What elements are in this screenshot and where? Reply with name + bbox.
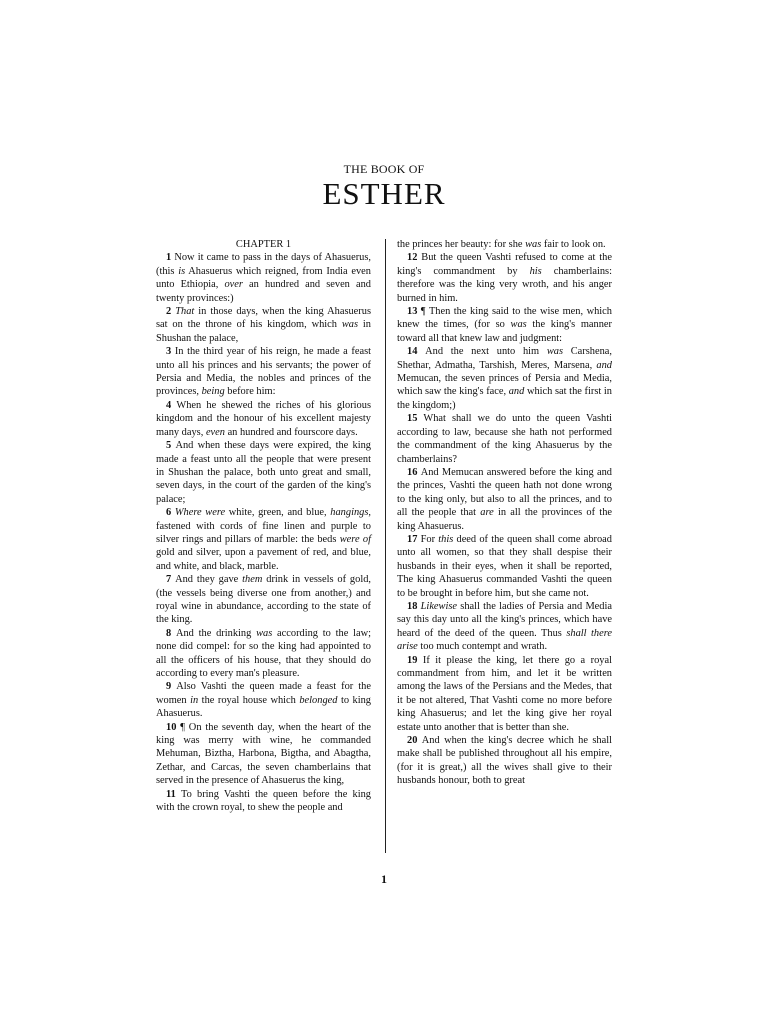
italic-text: over [224,279,243,291]
verse-text: For [420,533,439,545]
verse-15 [397,412,612,466]
verse-text: And when these days were expired, the king made a feast unto all the people that were present in Shushan the palace, both unto great and small, seven days, in the court of the garden of the king's palace; [156,440,371,505]
book-subtitle: THE BOOK OF [343,162,425,176]
italic-text: in [190,694,199,706]
verse-text: , fastened with cords of fine linen and purple to silver rings and pillars of marble: the beds [156,507,371,545]
verse-text: If it please the king, let there go a royal commandment from him, and let it be written among the laws of the Persians and the Medes, that it be not altered, That Vashti come no more before king Ahasuerus; and let the king give her royal estate unto another that is better than she. [397,654,612,733]
verse-text: to king Ahasuerus. [156,694,372,720]
italic-text: and [596,359,612,371]
italic-text: was [525,239,542,250]
verse-number: 6 [166,507,175,519]
verse-9 [156,680,371,720]
verse-5 [156,439,371,506]
italic-text: is [178,265,186,277]
italic-text: them [242,574,263,586]
verse-number: 5 [166,440,176,452]
verse-7 [156,573,371,627]
verse-continuation [397,238,612,251]
verse-17 [397,533,612,600]
verse-20 [397,734,612,788]
verse-1 [156,251,371,305]
italic-text: this [438,533,454,545]
verse-text: which sat the first in the kingdom;) [397,386,612,411]
verse-text: And the drinking [175,627,257,639]
verse-number: 10 [166,721,181,733]
verse-text: In the third year of his reign, he made a feast unto all his princes and his servants; the power of Persia and Media, the nobles and princes of the provinces, [156,346,372,398]
verse-number: 8 [166,627,176,639]
book-title: ESTHER [322,176,446,211]
verse-6 [156,506,371,573]
italic-text: That [175,306,195,318]
verse-text: shall the ladies of Persia and Media say this day unto all the king's princes, which have heard of the deed of the queen. Thus [397,600,612,639]
verse-number: 13 [407,306,421,318]
verse-18 [397,600,612,654]
verse-number: 16 [407,466,421,478]
left-column [156,238,371,814]
italic-text: was [510,319,527,331]
verse-text: When he shewed the riches of his glorious kingdom and the honour of his excellent majesty many days, [156,399,371,438]
verse-number: 19 [407,654,423,666]
verse-13 [397,305,612,345]
verse-text: What shall we do unto the queen Vashti according to law, because she hath not performed the commandment of the king Ahasuerus by the chamberlains? [397,413,612,465]
verse-2 [156,305,371,345]
verse-text: But the queen Vashti refused to come at the king's commandment by [397,252,612,277]
italic-text: was [546,346,564,358]
verse-text: deed of the queen shall come abroad unto all women, so that they shall despise their husbands in their eyes, when it shall be reported, The king Ahasuerus commanded Vashti the queen to be brought in before him, but she came not. [397,533,612,599]
italic-text: are [480,507,494,519]
verse-12 [397,251,612,305]
italic-text: belonged [299,694,338,706]
verse-text: an hundred and seven and twenty provinces:) [156,279,371,304]
verse-text: Ahasuerus which reigned, from India even unto Ethiopia, [156,265,371,291]
verse-number: 4 [166,399,177,411]
italic-text: was [256,627,273,639]
verse-text: Memucan, the seven princes of Persia and Media, which saw the king's face, [397,373,612,398]
verse-number: 7 [166,574,176,586]
verse-text: the princes her beauty: for she [397,239,526,250]
verse-number: 15 [407,413,424,425]
verse-number: 11 [166,788,181,800]
verse-text: fair to look on. [541,239,606,250]
italic-text: was [341,319,359,331]
verse-8 [156,627,371,681]
italic-text: and [508,386,525,398]
italic-text: his [529,265,542,277]
verse-3 [156,345,371,399]
italic-text: Likewise [420,600,458,612]
italic-text: were of [339,533,371,545]
right-column [397,238,612,788]
verse-text: white, green, and blue, [225,507,331,519]
verse-text: before him: [224,386,276,398]
verse-number: 2 [166,306,176,318]
verse-text: And when the king's decree which he shall make shall be published throughout all his empire, (for it is great,) all the wives shall give to their husbands honour, both to great [397,735,612,787]
verse-text: the royal house which [198,694,300,706]
verse-number: 1 [166,252,175,264]
column-divider [385,239,386,853]
verse-number: 20 [407,735,422,747]
verse-4 [156,399,371,439]
verse-number: 12 [407,252,422,264]
verse-text: Now it came to pass in the days of Ahasuerus, (this [156,252,371,277]
verse-text: And the next unto him [425,346,547,358]
italic-text: Where were [174,507,226,519]
verse-text: in Shushan the palace, [156,319,372,344]
verse-number: 9 [166,681,177,693]
verse-text: an hundred and fourscore days. [224,426,358,438]
verse-number: 18 [407,600,421,612]
verse-text: the king's manner toward all that knew law and judgment: [397,319,612,344]
verse-10 [156,721,371,788]
verse-number: 3 [166,346,175,358]
verse-number: 17 [407,533,421,545]
verse-number: 14 [407,346,426,358]
verse-text: according to the law; none did compel: for so the king had appointed to all the officers of his house, that they should do according to every man's pleasure. [156,627,371,679]
verse-text: Carshena, Shethar, Admatha, Tarshish, Meres, Marsena, [397,346,612,371]
verse-text: drink in vessels of gold, (the vessels being diverse one from another,) and royal wine in abundance, according to the state of the king. [156,574,371,626]
verse-text: in all the provinces of the king Ahasuerus. [397,507,612,532]
verse-text: too much contempt and wrath. [417,641,548,653]
verse-text: And Memucan answered before the king and the princes, Vashti the queen hath not done wrong to the king only, but also to all the princes, and to all the people that [397,466,612,519]
chapter-heading: CHAPTER 1 [235,239,292,250]
verse-14 [397,345,612,412]
verse-text: in those days, when the king Ahasuerus sat on the throne of his kingdom, which [156,306,371,331]
verse-text: To bring Vashti the queen before the king with the crown royal, to shew the people and [156,788,371,814]
verse-19 [397,654,612,734]
italic-text: hangings [330,507,369,519]
italic-text: shall there arise [397,627,612,653]
verse-text: ¶ On the seventh day, when the heart of the king was merry with wine, he commanded Mehuman, Biztha, Harbona, Bigtha, and Abagtha, Zethar, and Carcas, the seven chamberlains that served in the presence of Ahasuerus the king, [156,721,371,787]
verse-text: chamberlains: therefore was the king very wroth, and his anger burned in him. [397,265,612,304]
verse-text: gold and silver, upon a pavement of red, and blue, and white, and black, marble. [156,547,371,572]
verse-text: Also Vashti the queen made a feast for the women [156,681,371,706]
verse-text: And they gave [175,574,243,586]
verse-16 [397,466,612,533]
italic-text: being [201,386,225,398]
verse-11 [156,788,371,815]
verse-text: ¶ Then the king said to the wise men, which knew the times, (for so [397,306,612,331]
italic-text: even [205,426,225,438]
page-number: 1 [381,872,387,886]
